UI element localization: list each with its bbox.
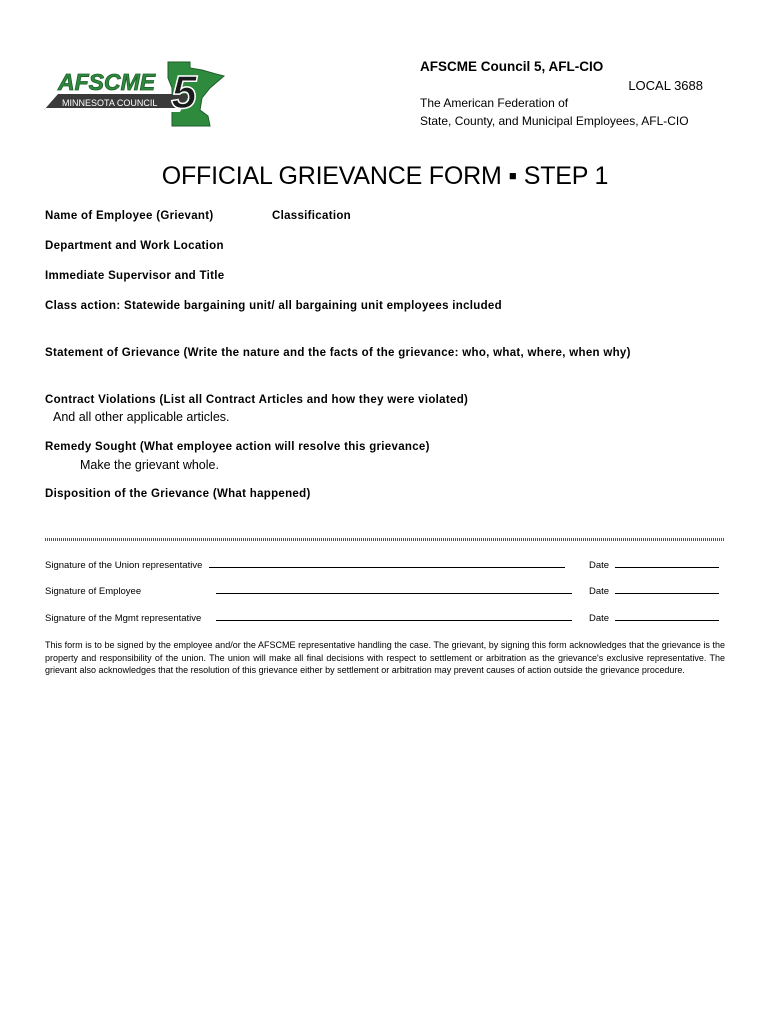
signature-label: Signature of Employee [45,586,142,597]
contract-violations-value: And all other applicable articles. [53,410,230,424]
org-name: AFSCME Council 5, AFL-CIO [420,59,604,74]
remedy-label: Remedy Sought (What employee action will resolve this grievance) [45,441,430,453]
federation-line-1: The American Federation of [420,96,569,110]
signature-row-employee [45,586,141,597]
signature-line[interactable] [216,620,572,621]
date-label: Date [589,613,610,624]
signature-row-mgmt [45,613,201,624]
local-number: LOCAL 3688 [628,78,703,93]
afscme-logo [40,58,226,128]
date-line[interactable] [615,620,719,621]
date-line[interactable] [615,567,719,568]
contract-violations-label: Contract Violations (List all Contract Articles and how they were violated) [45,394,469,406]
signature-line-mgmt[interactable] [216,613,572,624]
date-row-employee [589,586,719,597]
signature-row-union [45,560,565,571]
employee-name-label: Name of Employee (Grievant) [45,210,214,222]
svg-text:5: 5 [171,66,197,118]
signature-line[interactable] [216,593,572,594]
classification-label: Classification [272,210,351,222]
signature-label: Signature of the Mgmt representative [45,613,202,624]
disposition-label: Disposition of the Grievance (What happened) [45,488,311,500]
afscme-minnesota-logo-icon [40,58,226,128]
form-title: OFFICIAL GRIEVANCE FORM ▪ STEP 1 [161,162,609,190]
signature-line[interactable] [209,567,565,568]
legal-notice: This form is to be signed by the employee and/or the AFSCME representative handling the case. The grievant, by signing this form acknowledges that the grievance is the property and responsibility of the union. The union will make all final decisions with respect to settlement or arbitration as the grievance's exclusive representative. The grievant also acknowledges that the resolution of this grievance either by settlement or arbitration may prevent causes of action outside the grievance procedure. [45,640,725,675]
date-label: Date [589,586,610,597]
statement-label: Statement of Grievance (Write the nature and the facts of the grievance: who, what, where, when why) [45,347,631,359]
federation-line-2: State, County, and Municipal Employees, AFL-CIO [420,114,689,128]
remedy-value: Make the grievant whole. [80,458,219,472]
class-action-label: Class action: Statewide bargaining unit/ all bargaining unit employees included [45,300,502,312]
date-line[interactable] [615,593,719,594]
date-row-mgmt [589,613,719,624]
svg-text:MINNESOTA COUNCIL: MINNESOTA COUNCIL [62,98,158,108]
signature-label: Signature of the Union representative [45,560,203,571]
signature-line-employee[interactable] [216,586,572,597]
section-divider [45,538,725,541]
svg-text:AFSCME: AFSCME [58,69,156,95]
department-label: Department and Work Location [45,240,224,252]
date-row-union [589,560,719,571]
date-label: Date [589,560,610,571]
supervisor-label: Immediate Supervisor and Title [45,270,225,282]
